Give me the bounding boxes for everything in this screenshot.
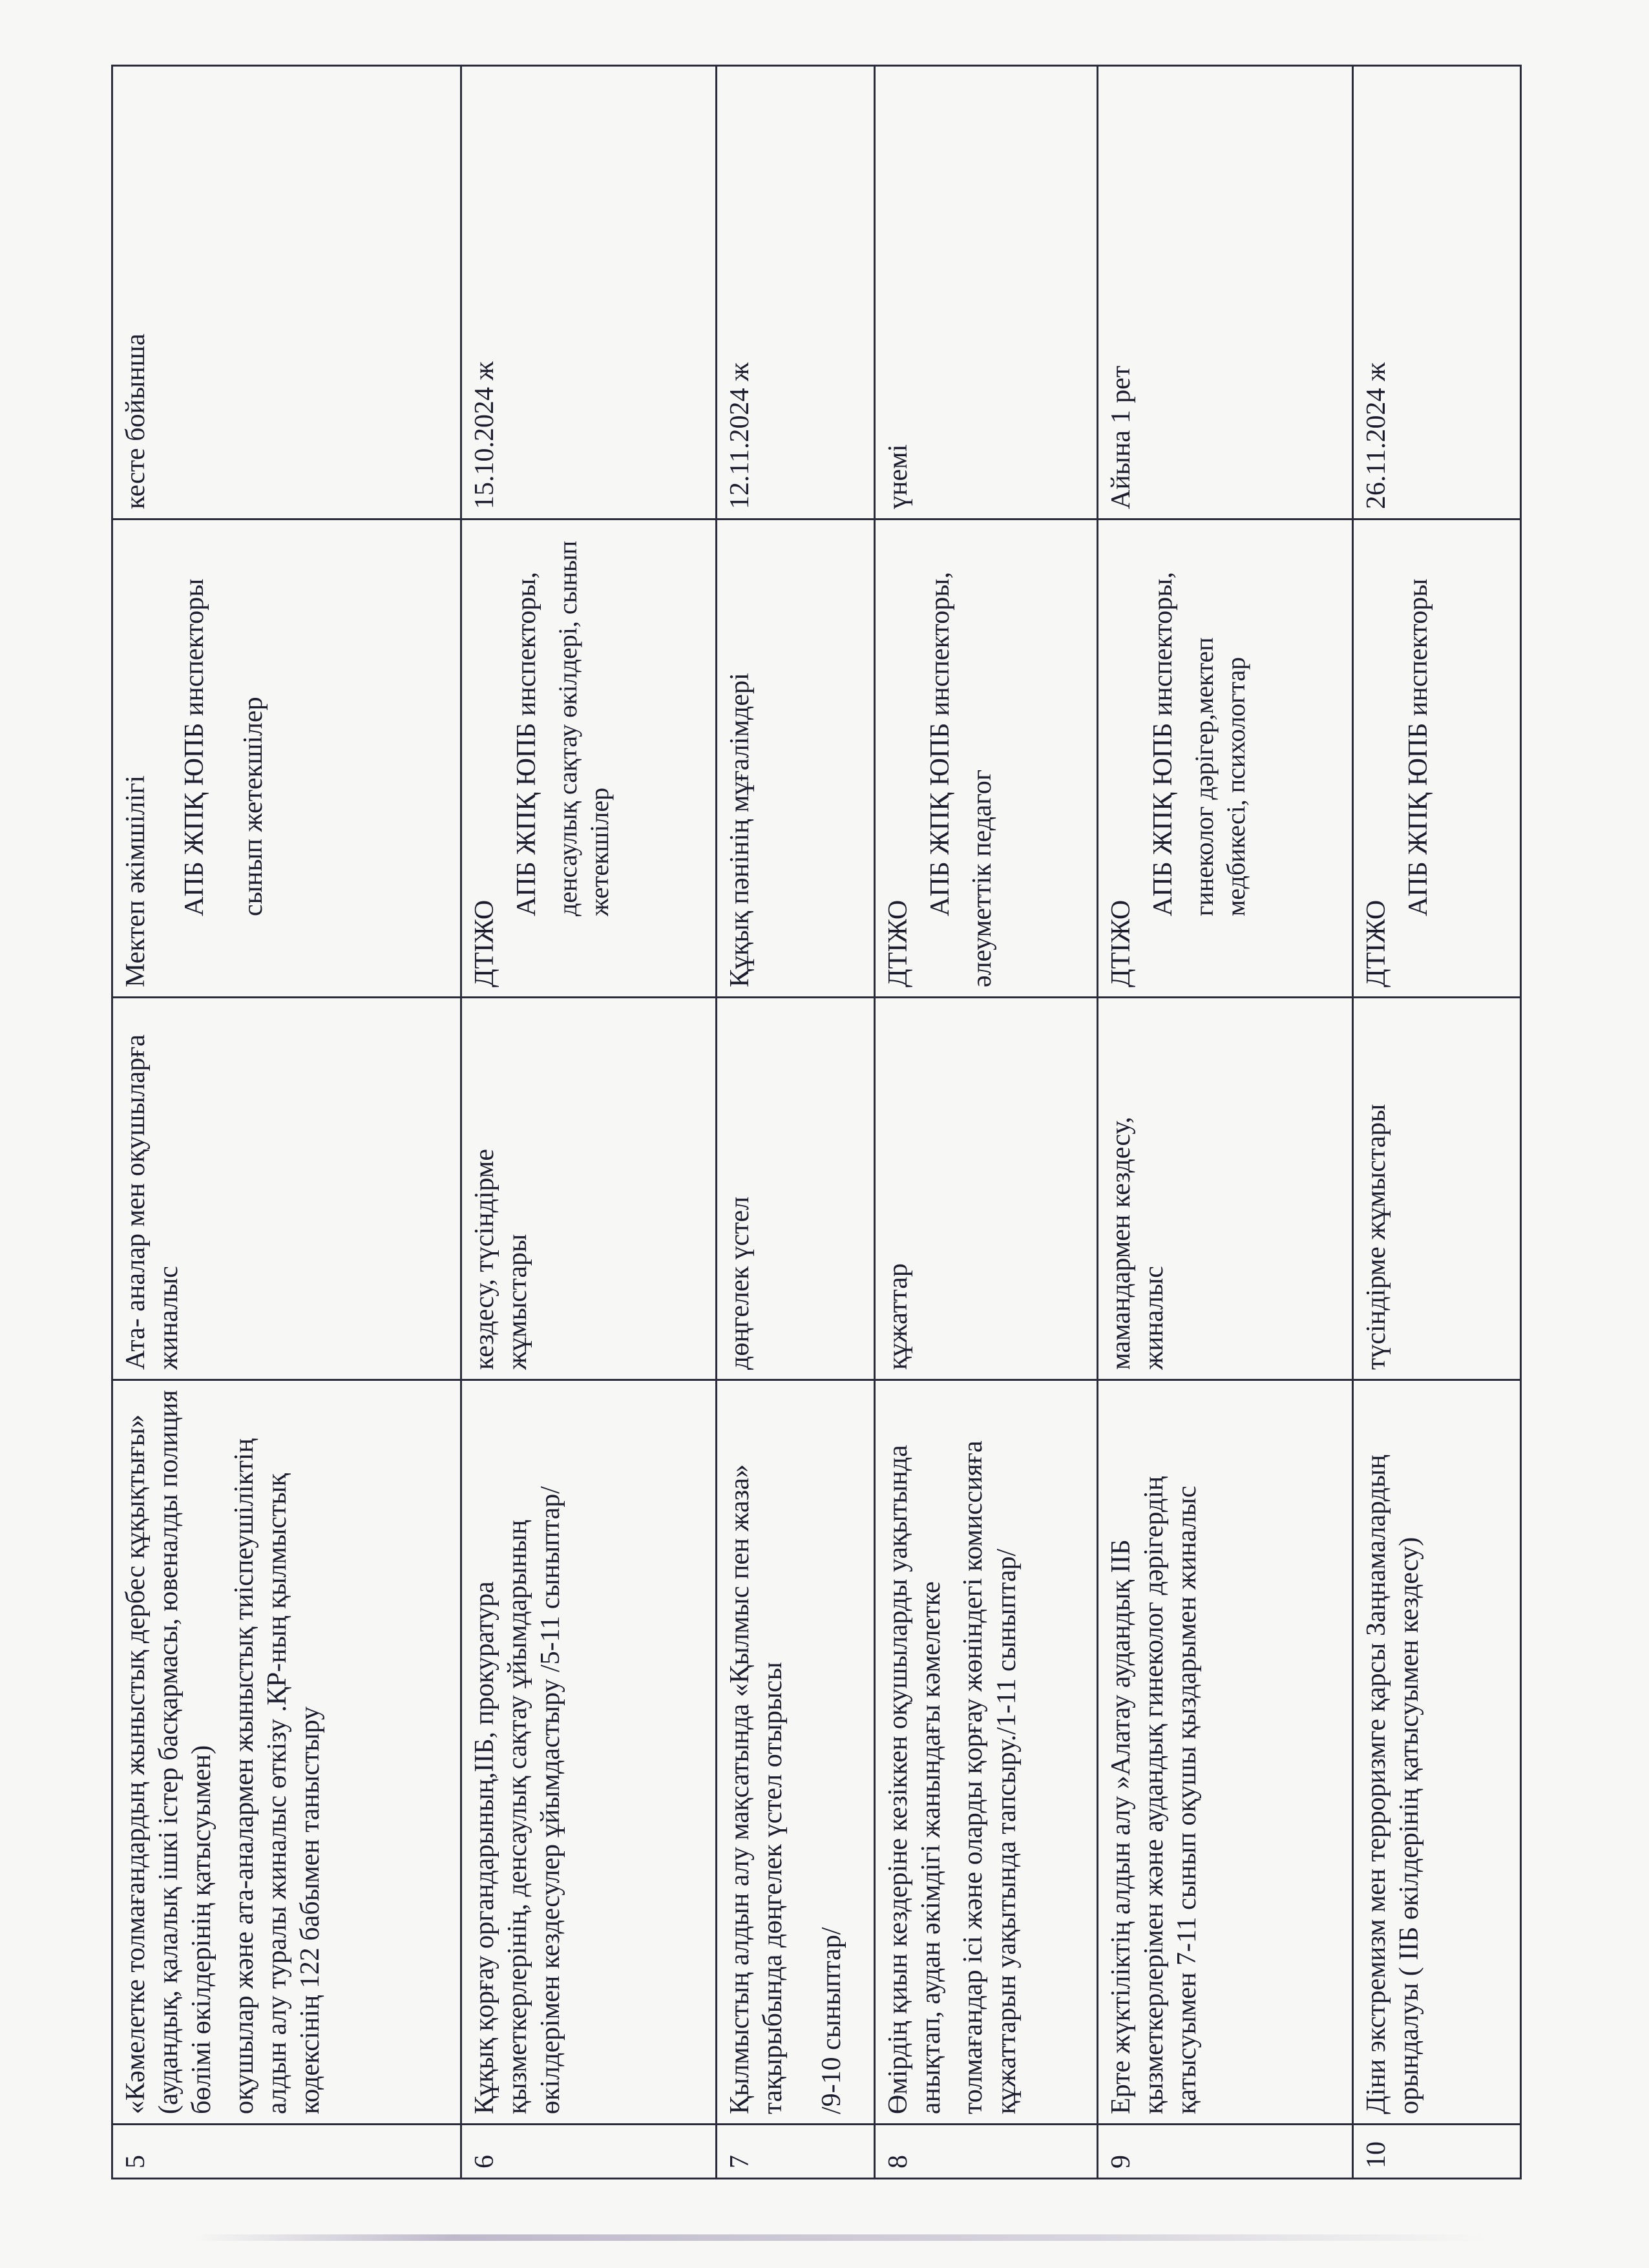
responsible-text: АПБ ЖПҚ ЮПБ инспекторы [1403, 578, 1434, 916]
activity-cell [461, 1380, 717, 2125]
date-cell: 26.11.2024 ж [1353, 66, 1521, 520]
activity-text: Өмірдің қиын кездеріне кезіккен оқушыларды уақытында анықтап, аудан әкімдігі жанындағы кәмелетке [883, 1445, 947, 2114]
activity-cell [1098, 1380, 1353, 2125]
table-row [112, 66, 461, 2179]
responsible-text: АПБ ЖПҚ ЮПБ инспекторы, [925, 572, 956, 916]
responsible-text: ДТІЖО [1106, 899, 1136, 987]
responsible-text: ДТІЖО [883, 899, 913, 987]
responsible-text: әлеуметтік педагог [967, 769, 998, 987]
activity-text: Қылмыстың алдын алу мақсатында «Қылмыс пен жаза» тақырыбында дөңгелек үстел отырысы [725, 1464, 788, 2114]
date-cell: 15.10.2024 ж [461, 66, 717, 520]
activity-text: оқушылар және ата-аналармен жыныстық тиіспеушіліктің алдын алу туралы жиналыс өткізу .ҚР-ның қылмыстық кодексінің 122 бабымен таныстыру [229, 1438, 326, 2114]
activity-cell [112, 1380, 461, 2125]
responsible-text: АПБ ЖПҚ ЮПБ инспекторы, [1148, 572, 1179, 916]
form-cell: құжаттар [875, 998, 1098, 1380]
form-cell: кездесу, түсіндірме жұмыстары [461, 998, 717, 1380]
date-cell: Айына 1 рет [1098, 66, 1353, 520]
responsible-cell [717, 520, 875, 998]
activity-text: Ерте жүктіліктің алдын алу »Алатау аудандық ІІБ қызметкерлерімен және аудандық гинеколог дәрігердің қатысуымен 7-11 сынып оқушы қыздарымен жиналыс [1106, 1476, 1203, 2114]
activity-text: Құқық қорғау органдарының,ІІБ, прокуратура қызметкерлерінің, денсаулық сақтау ұйымдарының өкілдерімен кездесулер ұйымдастыру /5-11 сыныптар/ [470, 1486, 566, 2114]
activity-text: толмағандар ісі және оларды қорғау жөніндегі комиссияға құжаттарын уақытында тапсыру./1-11 сыныптар/ [958, 1440, 1022, 2114]
activity-cell [717, 1380, 875, 2125]
responsible-text: Құқық пәнінің мұғалімдері [725, 673, 755, 987]
table-row [1353, 66, 1521, 2179]
table-row [1098, 66, 1353, 2179]
table-row [875, 66, 1098, 2179]
responsible-cell [1353, 520, 1521, 998]
rotated-page [111, 67, 1520, 2179]
activity-text: Діни экстремизм мен терроризмге қарсы Заңнамалардың орындалуы ( ІІБ өкілдерінің қатысуымен кездесу) [1361, 1454, 1425, 2114]
plan-table [111, 65, 1522, 2179]
responsible-text: Мектеп әкімшілігі [121, 775, 151, 987]
activity-text: /9-10 сыныптар/ [817, 1927, 847, 2114]
scan-edge-shadow [194, 2234, 1486, 2241]
form-cell: мамандармен кездесу, жиналыс [1098, 998, 1353, 1380]
responsible-text: ДТІЖО [1361, 899, 1391, 987]
row-number: 7 [717, 2125, 875, 2179]
responsible-text: гинеколог дәрігер,мектеп медбикесі, психологтар [1190, 637, 1251, 916]
responsible-cell [1098, 520, 1353, 998]
row-number: 8 [875, 2125, 1098, 2179]
form-cell: Ата- аналар мен оқушыларға жиналыс [112, 998, 461, 1380]
date-cell: 12.11.2024 ж [717, 66, 875, 520]
form-cell: дөңгелек үстел [717, 998, 875, 1380]
row-number: 5 [112, 2125, 461, 2179]
row-number: 9 [1098, 2125, 1353, 2179]
table-row [461, 66, 717, 2179]
responsible-cell [461, 520, 717, 998]
row-number: 10 [1353, 2125, 1521, 2179]
responsible-text: сынып жетекшілер [238, 697, 269, 916]
responsible-text: АПБ ЖПҚ ЮПБ инспекторы [180, 578, 210, 916]
activity-cell [875, 1380, 1098, 2125]
responsible-cell [875, 520, 1098, 998]
date-cell: үнемі [875, 66, 1098, 520]
responsible-text: денсаулық сақтау өкілдері, сынып жетекшілер [553, 540, 614, 916]
date-cell: кесте бойынша [112, 66, 461, 520]
responsible-text: ДТІЖО [470, 899, 499, 987]
table-row [717, 66, 875, 2179]
responsible-cell [112, 520, 461, 998]
form-cell: түсіндірме жұмыстары [1353, 998, 1521, 1380]
responsible-text: АПБ ЖПҚ ЮПБ инспекторы, [512, 572, 542, 916]
activity-cell [1353, 1380, 1521, 2125]
activity-text: «Кәмелетке толмағандардың жыныстық дербес құқықтығы» (аудандық, қалалық ішкі істер басқармасы, ювеналды полиция бөлімі өкілдерінің қатысуымен) [121, 1390, 217, 2114]
row-number: 6 [461, 2125, 717, 2179]
